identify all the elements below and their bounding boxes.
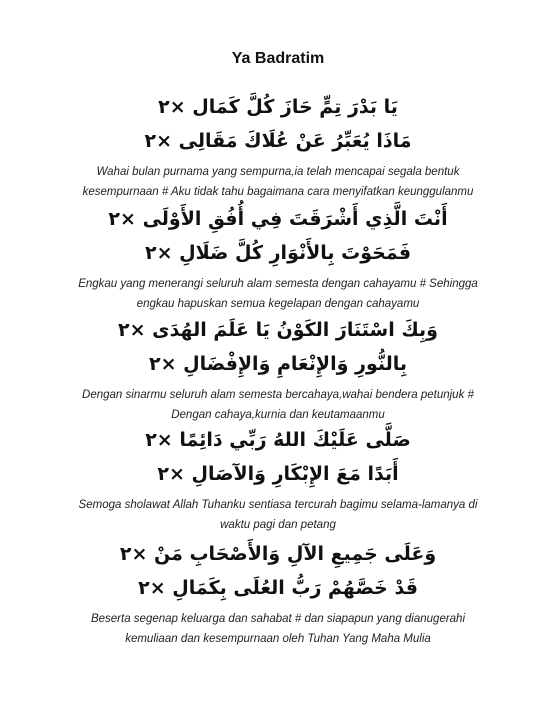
arabic-line: يَا بَدْرَ تِمٍّ حَازَ كُلَّ كَمَال ×٢	[158, 96, 398, 118]
arabic-line: فَمَحَوْتَ بِالأَنْوَارِ كُلَّ ضَلَالِ ×٢	[144, 242, 412, 264]
translation-line: waktu pagi dan petang	[220, 519, 336, 531]
arabic-line: وَبِكَ اسْتَنَارَ الكَوْنُ يَا عَلَمَ الهُدَى ×٢	[118, 319, 438, 341]
page-title: Ya Badratim	[231, 50, 325, 67]
arabic-line: صَلَّى عَلَيْكَ اللهُ رَبِّي دَائِمًا ×٢	[145, 429, 411, 451]
translation-line: Dengan cahaya,kurnia dan keutamaanmu	[171, 409, 385, 421]
translation-line: Beserta segenap keluarga dan sahabat # dan siapapun yang dianugerahi	[90, 613, 466, 625]
arabic-line: أَنْتَ الَّذِي أَشْرَقَتَ فِي أُفُقِ الأَوْلَى ×٢	[108, 208, 448, 230]
verse-3	[0, 313, 556, 425]
translation-line: kesempurnaan # Aku tidak tahu bagaimana cara menyifatkan keunggulanmu	[82, 186, 474, 198]
arabic-line: مَاذَا يُعَبِّرُ عَنْ عُلَاكَ مَقَالِى ×٢	[144, 130, 412, 152]
verse-4	[0, 423, 556, 535]
arabic-line: قَدْ خَصَّهُمْ رَبُّ العُلَى بِكَمَالِ ×٢	[138, 577, 418, 599]
verse-2	[0, 202, 556, 314]
translation-line: Wahai bulan purnama yang sempurna,ia telah mencapai segala bentuk	[96, 166, 460, 178]
arabic-line: أَبَدًا مَعَ الإِبْكَارِ وَالآصَالِ ×٢	[157, 463, 399, 485]
translation-line: Dengan sinarmu seluruh alam semesta bercahaya,wahai bendera petunjuk #	[82, 389, 474, 401]
verse-1	[0, 90, 556, 202]
arabic-line: وَعَلَى جَمِيعِ الآلِ وَالأَصْحَابِ مَنْ ×٢	[119, 543, 437, 565]
translation-line: kemuliaan dan kesempurnaan oleh Tuhan Yang Maha Mulia	[125, 633, 431, 645]
verse-5	[0, 537, 556, 649]
translation-line: Semoga sholawat Allah Tuhanku sentiasa tercurah bagimu selama-lamanya di	[78, 499, 478, 511]
translation-line: engkau hapuskan semua kegelapan dengan cahayamu	[136, 298, 420, 310]
arabic-line: بِالنُّورِ وَالإِنْعَامِ وَالإِفْضَالِ ×٢	[148, 353, 408, 375]
translation-line: Engkau yang menerangi seluruh alam semesta dengan cahayamu # Sehingga	[78, 278, 478, 290]
